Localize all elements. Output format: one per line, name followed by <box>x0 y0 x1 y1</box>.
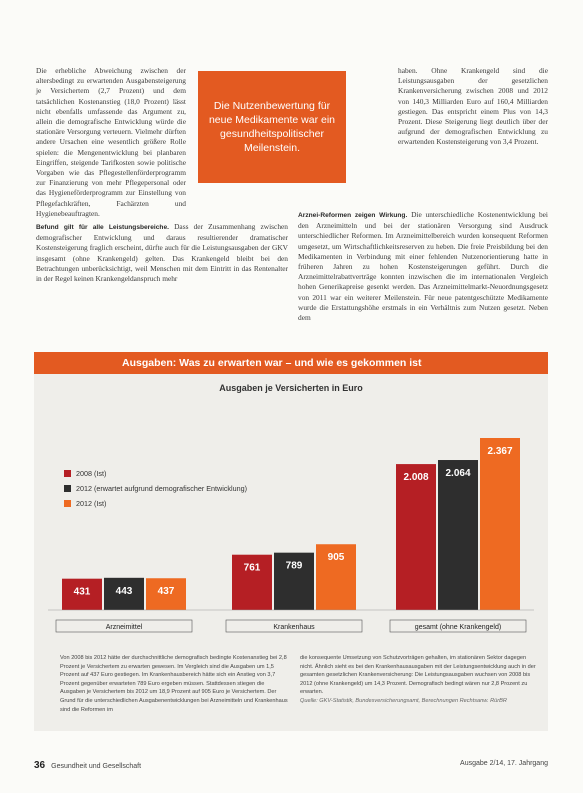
chart-caption-left: Von 2008 bis 2012 hätte der durchschnittliche demografisch bedingte Kostenanstieg bei 2,8 Prozent je Versichertem zu erwarten gewesen. Im Vergleich sind die Ausgaben um 1,5 Prozent auf 437 Euro gestiegen. Im Krankenhausbereich hätte sich ein Anstieg von 3,7 Prozent gegenüber erwarteten 789 Euro ergeben müssen. Stattdessen stiegen die Ausgaben je Versichertem bis 2012 um 18,9 Prozent auf 905 Euro je Versichertem. Der Grund für die unterschiedlichen Ausgabenentwicklungen bei Arzneimitteln und Krankenhaus sind die Reformen im <box>60 655 288 713</box>
bar-value-label: 2.008 <box>403 472 429 484</box>
bar-value-label: 761 <box>243 562 261 574</box>
paragraph-lead: Befund gilt für alle Leistungsbereiche. <box>36 224 169 231</box>
bar <box>438 460 478 610</box>
bar-value-label: 789 <box>285 560 303 572</box>
chart-subtitle: Ausgaben je Versicherten in Euro <box>219 383 363 393</box>
article-column-2-bottom <box>298 210 548 325</box>
bar-value-label: 2.367 <box>487 446 513 457</box>
article-paragraph: Arznei-Reformen zeigen Wirkung. Die unterschiedliche Kostenentwicklung bei den Arzneimitteln und bei der stationären Versorgung sind Ausdruck unterschiedlicher Reformen. Im Arzneimittelbereich wurden konsequent Reformen umgesetzt, um Wirtschaftlichkeitsreserven zu heben. Die freie Preisbildung bei den Medikamenten in Verbindung mit einer fehlenden Nutzenorientierung hatte in früheren Jahren zu hohen Kostensteigerungen geführt. Durch die Arzneimittelrabattverträge konnten inzwischen die im internationalen Vergleich hohen Generikapreise gesenkt werden. Das Arzneimittelmarkt-Neuordnungsgesetz von 2011 war ein weiterer Meilenstein. Für neue patentgeschützte Medikamente wurde die Erstattungshöhe erstmals in ein Verhältnis zum Nutzen gesetzt. Neben dem <box>298 210 548 323</box>
paragraph-lead: Arznei-Reformen zeigen Wirkung. <box>298 212 408 219</box>
bar-value-label: 437 <box>157 586 175 598</box>
article-column-2-top <box>398 66 548 150</box>
pull-quote: Die Nutzenbewertung für neue Medikamente war ein gesundheitspolitischer Meilenstein. <box>198 71 346 183</box>
category-label: gesamt (ohne Krankengeld) <box>414 624 502 631</box>
chart-caption-right: die konsequente Umsetzung von Schutzvorträgen gehalten, im stationären Sektor dagegen nicht. Ähnlich sieht es bei den Krankenhausausgaben mit der Leistungsentwicklung auch in der gesamten gesetzlichen Krankenversicherung: Die Leistungsausgaben wuchsen von 2008 bis 2012 (ohne Krankengeld) um 14,3 Prozent. Demografisch bedingt wären nur 2,8 Prozent zu erwarten. Quelle: GKV-Statistik, Bundesversicherungsamt, Berechnungen Rechtsanw. RürBR <box>300 655 536 704</box>
legend-label: 2012 (erwartet aufgrund demografischer Entwicklung) <box>76 483 247 493</box>
page-number: 36 <box>34 760 46 771</box>
page-footer <box>34 760 548 771</box>
bar <box>396 464 436 610</box>
article-paragraph: Die erhebliche Abweichung zwischen der altersbedingt zu erwartenden Ausgabensteigerung je Versichertem (2,7 Prozent) und dem tatsächlichen Kostenanstieg (18,0 Prozent) lässt nicht ebenfalls umfassende das Argument zu, allein die demografische Entwicklung würde die stationäre Versorgung verteuern. Vielmehr dürften andere Ursachen eine wesentlich größere Rolle spielen: die Mengenentwicklung bei planbaren Eingriffen, steigende Tarifkosten sowie politische Vorgaben wie das Pflegestellenförderprogramm zur Finanzierung von mehr Pflegepersonal oder das Hygieneförderprogramm zur Einstellung von Pflegefachkräften, Fachärzten und Hygienebeauftragten. <box>36 66 186 218</box>
issue-info: Ausgabe 2/14, 17. Jahrgang <box>460 760 548 767</box>
bar-value-label: 2.064 <box>445 468 471 480</box>
article-column-1-bottom <box>36 222 288 286</box>
chart-title: Ausgaben: Was zu erwarten war – und wie es gekommen ist <box>34 352 548 374</box>
category-label: Krankenhaus <box>273 624 315 631</box>
article-paragraph: haben. Ohne Krankengeld sind die Leistungsausgaben der gesetzlichen Krankenversicherung zwischen 2008 und 2012 von 140,3 Milliarden Euro auf 160,4 Milliarden gestiegen. Das entspricht einem Plus von 14,3 Prozent. Diese Steigerung liegt deutlich über der aufgrund der demografischen Entwicklung zu erwartenden Kostensteigerung von 3,4 Prozent. <box>398 66 548 147</box>
legend-label: 2012 (Ist) <box>76 498 107 508</box>
section-name: Gesundheit und Gesellschaft <box>51 763 142 770</box>
bar-value-label: 905 <box>327 552 345 564</box>
bar-value-label: 431 <box>73 586 91 598</box>
legend-label: 2008 (Ist) <box>76 468 107 478</box>
bar-chart <box>34 395 548 645</box>
chart-source: Quelle: GKV-Statistik, Bundesversicherungsamt, Berechnungen Rechtsanw. RürBR <box>300 697 507 704</box>
article-paragraph: Befund gilt für alle Leistungsbereiche. Dass der Zusammenhang zwischen demografischer Entwicklung und daraus resultierender dramatischer Kostensteigerung fraglich erscheint, dürfte auch für die Leistungsausgaben der GKV insgesamt (ohne Krankengeld) gelten. Das Krankengeld bleibt bei den Betrachtungen unberücksichtigt, weil Menschen mit dem Eintritt in das Rentenalter in der Regel keinen Krankengeldanspruch mehr <box>36 222 288 284</box>
category-label: Arzneimittel <box>105 624 143 631</box>
bar-value-label: 443 <box>115 585 133 597</box>
bar <box>480 438 520 610</box>
